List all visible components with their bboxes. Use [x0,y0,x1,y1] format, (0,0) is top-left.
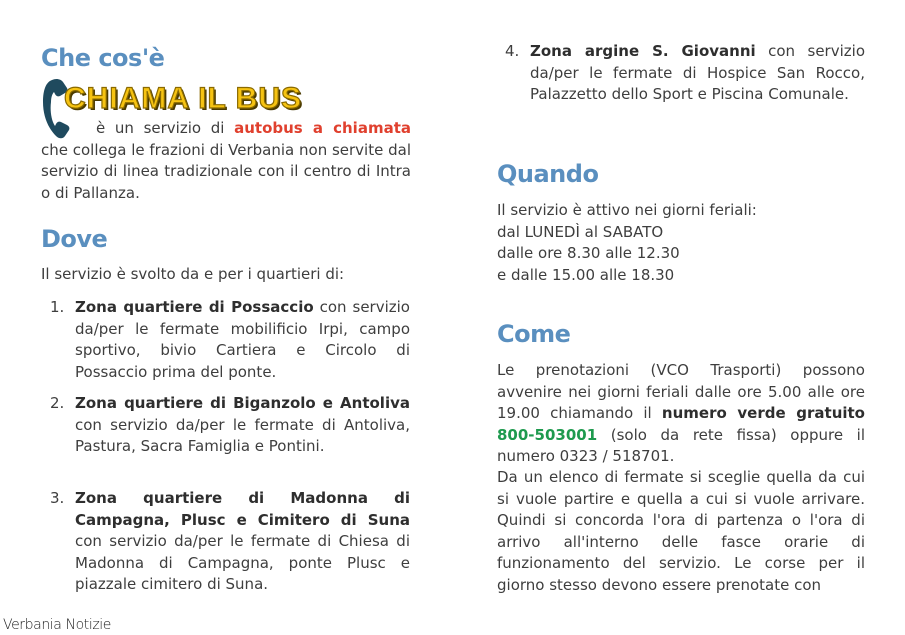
heading-what: Che cos'è [41,44,165,72]
zone-number: 3. [50,489,65,507]
how-pre: Le prenotazioni (VCO Trasporti) possono avvenire nei giorni feriali dalle ore 5.00 alle ore 19.00 chiamando il [497,361,865,422]
toll-free-number: 800-503001 [497,425,598,444]
zone-name: Zona quartiere di Biganzolo e Antoliva [75,394,410,412]
zone-name: Zona quartiere di Madonna di Campagna, Plusc e Cimitero di Suna [75,489,410,529]
heading-when: Quando [497,160,599,188]
source-credit: Verbania Notizie [3,617,111,633]
when-line: dalle ore 8.30 alle 12.30 [497,244,680,262]
zone-desc: con servizio da/per le fermate di Antoliva, Pastura, Sacra Famiglia e Pontini. [75,415,410,455]
heading-how: Come [497,320,571,348]
zone-text [530,41,865,106]
how-paragraph-2: Da un elenco di fermate si sceglie quella da cui si vuole partire e quella a cui si vuole arrivare. Quindi si concorda l'ora di partenza o l'ora di arrivo all'interno delle fasce orarie di funzionamento del servizio. Le corse per il giorno stesso devono essere prenotate con [497,468,865,594]
intro-pre: è un servizio di [96,119,235,137]
intro-paragraph [41,118,411,204]
intro-highlight: autobus a chiamata [234,119,411,137]
how-post: (solo da rete fissa) oppure il numero 0323 / 518701. [497,425,865,465]
zone-number: 2. [50,394,65,412]
when-line: dal LUNEDÌ al SABATO [497,222,664,241]
zone-name: Zona quartiere di Possaccio [75,298,314,316]
how-paragraph [497,360,865,468]
zone-text [75,297,410,383]
zone-name: Zona argine S. Giovanni [530,42,756,60]
when-schedule [497,200,865,286]
zone-number: 4. [505,42,520,60]
zone-number: 1. [50,298,65,316]
when-line: Il servizio è attivo nei giorni feriali: [497,201,757,219]
zone-desc: con servizio da/per le fermate di Chiesa di Madonna di Campagna, ponte Plusc e piazzale cimitero di Suna. [75,532,410,593]
where-intro: Il servizio è svolto da e per i quartieri di: [41,265,345,283]
zone-text [75,488,410,596]
when-line: e dalle 15.00 alle 18.30 [497,265,675,284]
intro-post: che collega le frazioni di Verbania non servite dal servizio di linea tradizionale con il centro di Intra o di Pallanza. [41,140,411,202]
zone-text [75,393,410,458]
toll-free-label: numero verde gratuito [661,404,865,422]
logo-text: CHIAMA IL BUS [64,82,302,115]
zone-desc: con servizio da/per le fermate mobilificio Irpi, campo sportivo, bivio Cartiera e Circolo di Possaccio prima del ponte. [75,298,410,381]
heading-where: Dove [41,225,108,253]
zone-desc: con servizio da/per le fermate di Hospice San Rocco, Palazzetto dello Sport e Piscina Comunale. [530,42,865,103]
